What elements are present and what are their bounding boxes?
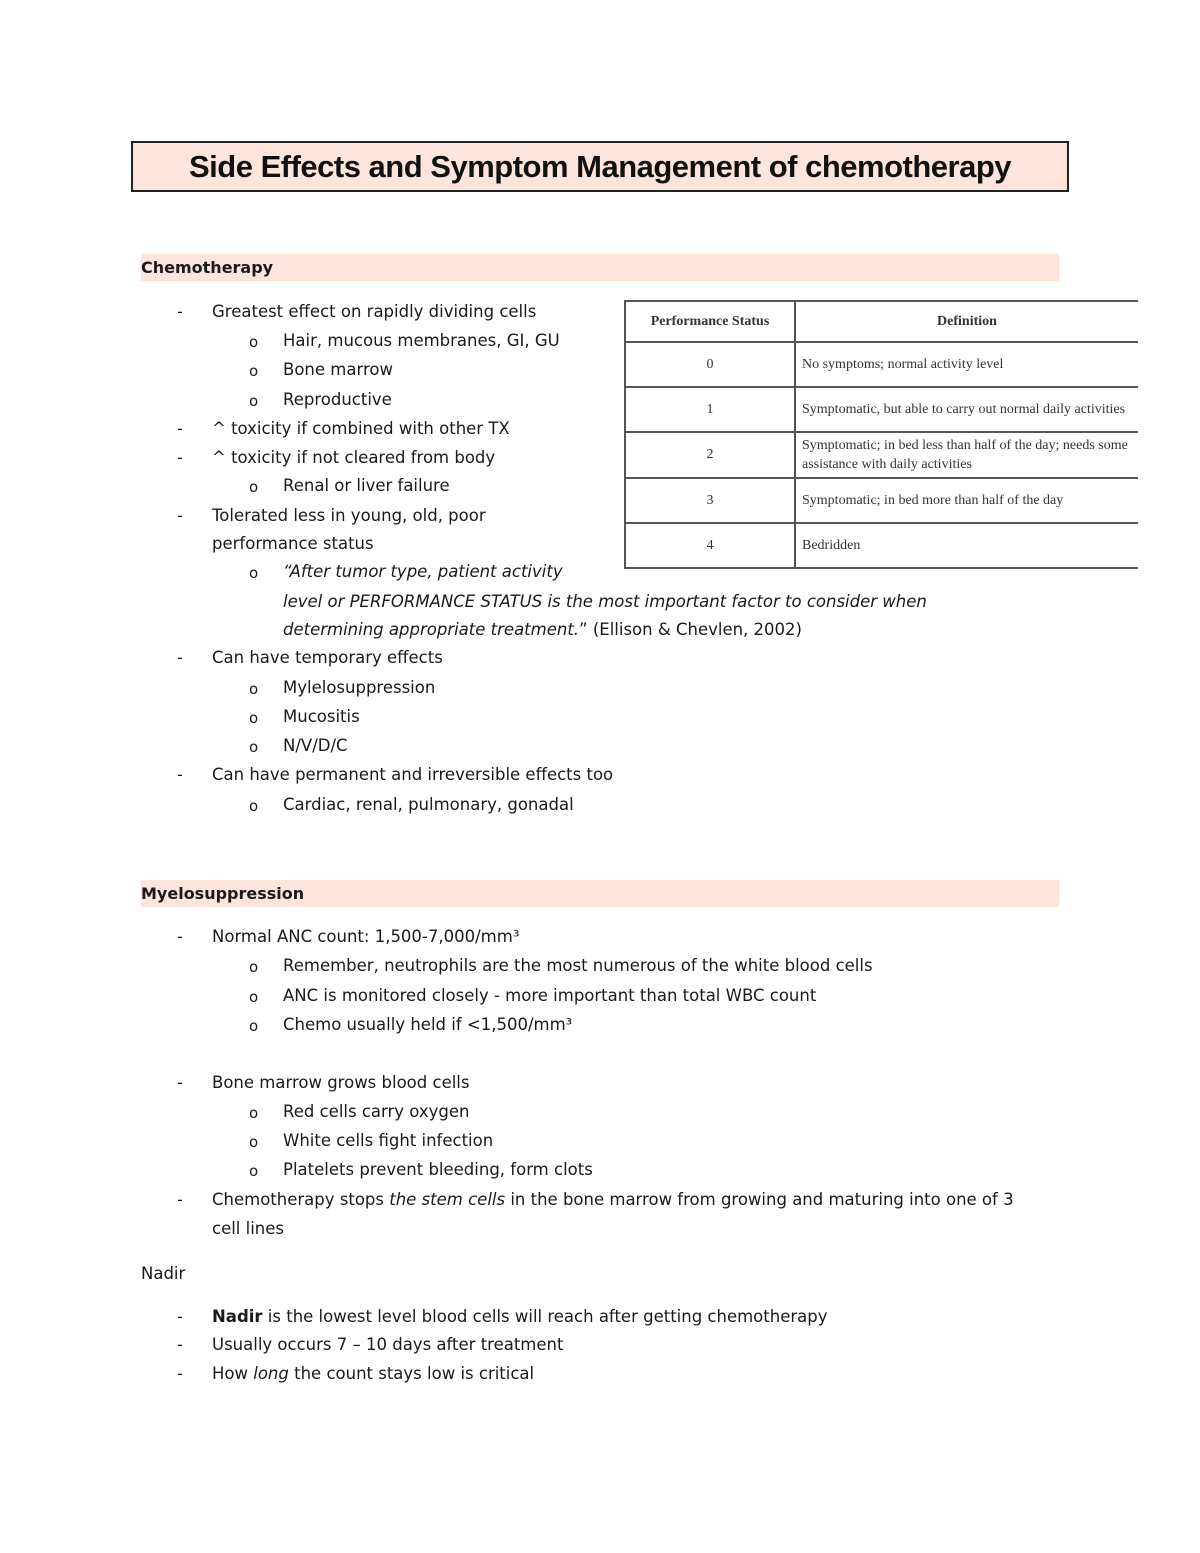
list-item: Red cells carry oxygen (283, 1102, 470, 1121)
quote-citation: ” (Ellison & Chevlen, 2002) (579, 620, 802, 639)
emphasis-text: the stem cells (389, 1190, 506, 1209)
list-item: N/V/D/C (283, 736, 348, 755)
table-header-status: Performance Status (625, 301, 795, 342)
quote-line: “After tumor type, patient activity (283, 562, 563, 581)
bullet-circle: o (249, 958, 259, 976)
quote-line-last (283, 619, 802, 641)
list-item-continued: performance status (212, 534, 374, 553)
table-row (625, 478, 1138, 523)
bullet-dash: - (177, 1190, 183, 1209)
bullet-dash: - (177, 648, 183, 667)
bullet-circle: o (249, 988, 259, 1006)
table-row (625, 432, 1138, 477)
table-cell-status: 4 (625, 523, 795, 568)
table-cell-status: 0 (625, 342, 795, 387)
table-row (625, 523, 1138, 568)
list-item: ^ toxicity if combined with other TX (212, 419, 510, 438)
text-run: is the lowest level blood cells will reach after getting chemotherapy (262, 1307, 828, 1326)
list-item: ANC is monitored closely - more important than total WBC count (283, 986, 817, 1005)
list-item: Renal or liver failure (283, 476, 450, 495)
text-run: How (212, 1364, 254, 1383)
bullet-circle: o (249, 1104, 259, 1122)
bullet-dash: - (177, 1364, 183, 1383)
bullet-dash: - (177, 1073, 183, 1092)
list-item (212, 1363, 534, 1385)
bullet-circle: o (249, 1017, 259, 1035)
bullet-dash: - (177, 1307, 183, 1326)
list-item: Platelets prevent bleeding, form clots (283, 1160, 593, 1179)
table-header-definition: Definition (795, 301, 1138, 342)
list-item: ^ toxicity if not cleared from body (212, 448, 496, 467)
list-item: Remember, neutrophils are the most numerous of the white blood cells (283, 956, 873, 975)
table-cell-status: 2 (625, 432, 795, 477)
list-item: Normal ANC count: 1,500-7,000/mm³ (212, 927, 520, 946)
list-item: Greatest effect on rapidly dividing cells (212, 302, 537, 321)
list-item (212, 1306, 828, 1328)
list-item: Mucositis (283, 707, 360, 726)
list-item: Mylelosuppression (283, 678, 436, 697)
table-cell-status: 3 (625, 478, 795, 523)
page-title: Side Effects and Symptom Management of chemotherapy (188, 148, 1011, 184)
bullet-dash: - (177, 927, 183, 946)
list-item (212, 1189, 1014, 1211)
text-run: Chemotherapy stops (212, 1190, 390, 1209)
table-cell-definition: Symptomatic; in bed less than half of the day; needs some assistance with daily activities (795, 432, 1138, 477)
bullet-dash: - (177, 302, 183, 321)
list-item: Cardiac, renal, pulmonary, gonadal (283, 795, 574, 814)
list-item: Usually occurs 7 – 10 days after treatment (212, 1335, 564, 1354)
table-cell-definition: Symptomatic, but able to carry out normal daily activities (795, 387, 1138, 432)
text-run: the count stays low is critical (288, 1364, 535, 1383)
bold-term: Nadir (212, 1307, 263, 1326)
bullet-circle: o (249, 797, 259, 815)
table-row (625, 342, 1138, 387)
subheading-nadir: Nadir (141, 1264, 186, 1283)
list-item-continued: cell lines (212, 1219, 285, 1238)
table-cell-definition: No symptoms; normal activity level (795, 342, 1138, 387)
bullet-circle: o (249, 738, 259, 756)
table-header-row (625, 301, 1138, 342)
list-item: Tolerated less in young, old, poor (212, 506, 486, 525)
table-cell-status: 1 (625, 387, 795, 432)
bullet-circle: o (249, 1133, 259, 1151)
list-item: Can have temporary effects (212, 648, 443, 667)
bullet-dash: - (177, 448, 183, 467)
table-row (625, 387, 1138, 432)
bullet-circle: o (249, 333, 259, 351)
bullet-dash: - (177, 1335, 183, 1354)
list-item: White cells fight infection (283, 1131, 494, 1150)
performance-status-table (624, 300, 1138, 569)
bullet-circle: o (249, 680, 259, 698)
page-title-box (131, 141, 1069, 192)
section-heading-myelosuppression: Myelosuppression (141, 880, 1059, 907)
emphasis-text: long (253, 1364, 289, 1383)
bullet-circle: o (249, 564, 259, 582)
list-item: Chemo usually held if <1,500/mm³ (283, 1015, 573, 1034)
list-item: Can have permanent and irreversible effects too (212, 765, 614, 784)
bullet-dash: - (177, 419, 183, 438)
bullet-circle: o (249, 392, 259, 410)
list-item: Bone marrow (283, 360, 393, 379)
quote-line: level or PERFORMANCE STATUS is the most important factor to consider when (283, 592, 927, 611)
bullet-dash: - (177, 765, 183, 784)
bullet-circle: o (249, 1162, 259, 1180)
list-item: Hair, mucous membranes, GI, GU (283, 331, 560, 350)
bullet-circle: o (249, 362, 259, 380)
list-item: Reproductive (283, 390, 392, 409)
bullet-circle: o (249, 709, 259, 727)
bullet-circle: o (249, 478, 259, 496)
list-item: Bone marrow grows blood cells (212, 1073, 470, 1092)
table-cell-definition: Bedridden (795, 523, 1138, 568)
section-heading-chemotherapy: Chemotherapy (141, 254, 1059, 281)
quote-text: determining appropriate treatment. (283, 620, 580, 639)
table-cell-definition: Symptomatic; in bed more than half of the day (795, 478, 1138, 523)
bullet-dash: - (177, 506, 183, 525)
text-run: in the bone marrow from growing and maturing into one of 3 (505, 1190, 1014, 1209)
